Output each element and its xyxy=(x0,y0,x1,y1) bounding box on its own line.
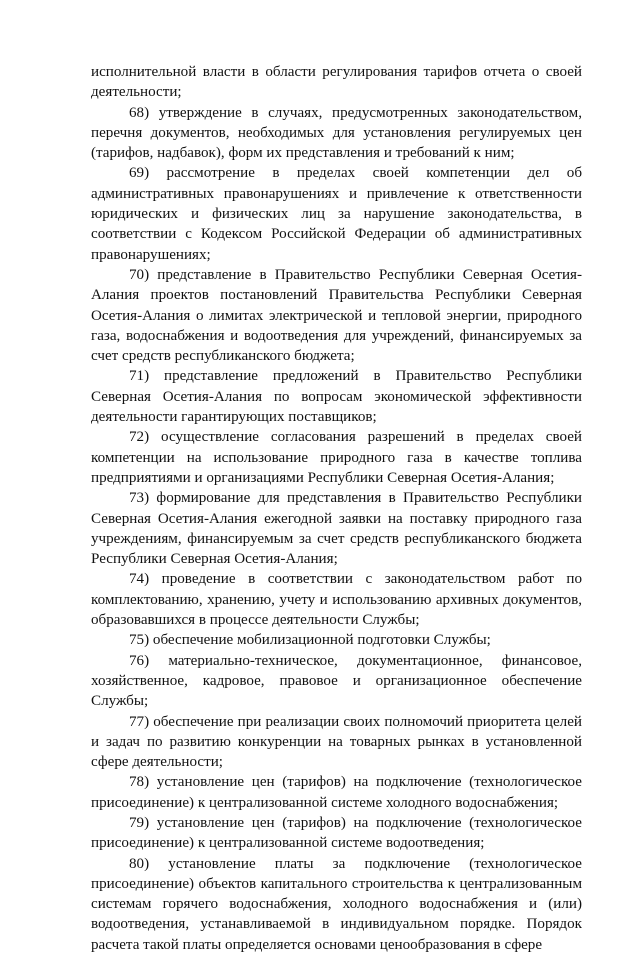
document-body xyxy=(91,62,582,955)
list-item-71: 71) представление предложений в Правительство Республики Северная Осетия-Алания по вопросам экономической эффективности деятельности гарантирующих поставщиков; xyxy=(91,368,582,426)
list-item-68: 68) утверждение в случаях, предусмотренных законодательством, перечня документов, необходимых для установления регулируемых цен (тарифов, надбавок), форм их представления и требований к ним; xyxy=(91,104,582,162)
list-item-77: 77) обеспечение при реализации своих полномочий приоритета целей и задач по развитию конкуренции на товарных рынках в установленной сфере деятельности; xyxy=(91,713,582,771)
list-item-72: 72) осуществление согласования разрешений в пределах своей компетенции на использование природного газа в качестве топлива предприятиями и организациями Республики Северная Осетия-Алания; xyxy=(91,429,582,486)
list-item-76: 76) материально-техническое, документационное, финансовое, хозяйственное, кадровое, правовое и организационное обеспечение Службы; xyxy=(91,652,582,710)
list-item-75: 75) обеспечение мобилизационной подготовки Службы; xyxy=(129,632,491,649)
list-item-69: 69) рассмотрение в пределах своей компетенции дел об административных правонарушениях и привлечение к ответственности юридических и физических лиц за нарушение законодательства, в соответствии с Кодексом Российской Федерации об административных правонарушениях; xyxy=(91,165,582,263)
list-item-79: 79) установление цен (тарифов) на подключение (технологическое присоединение) к централизованной системе водоотведения; xyxy=(91,814,582,852)
list-item-73: 73) формирование для представления в Правительство Республики Северная Осетия-Алания ежегодной заявки на поставку природного газа учреждениям, финансируемым за счет средств республиканского бюджета Республики Северная Осетия-Алания; xyxy=(91,490,582,568)
paragraph-continuation: исполнительной власти в области регулирования тарифов отчета о своей деятельности; xyxy=(91,64,582,101)
list-item-80: 80) установление платы за подключение (технологическое присоединение) объектов капитального строительства к централизованным системам горячего водоснабжения, холодного водоснабжения и (или) водоотведения, устанавливаемой в индивидуальном порядке. Порядок расчета такой платы определяется основами ценообразования в сфере xyxy=(91,855,582,953)
list-item-74: 74) проведение в соответствии с законодательством работ по комплектованию, хранению, учету и использованию архивных документов, образовавшихся в процессе деятельности Службы; xyxy=(91,571,582,629)
list-item-78: 78) установление цен (тарифов) на подключение (технологическое присоединение) к централизованной системе холодного водоснабжения; xyxy=(91,774,582,811)
list-item-70: 70) представление в Правительство Республики Северная Осетия-Алания проектов постановлений Правительства Республики Северная Осетия-Алания о лимитах электрической и тепловой энергии, природного газа, водоснабжения и водоотведения для учреждений, финансируемых за счет средств республиканского бюджета; xyxy=(91,266,582,365)
